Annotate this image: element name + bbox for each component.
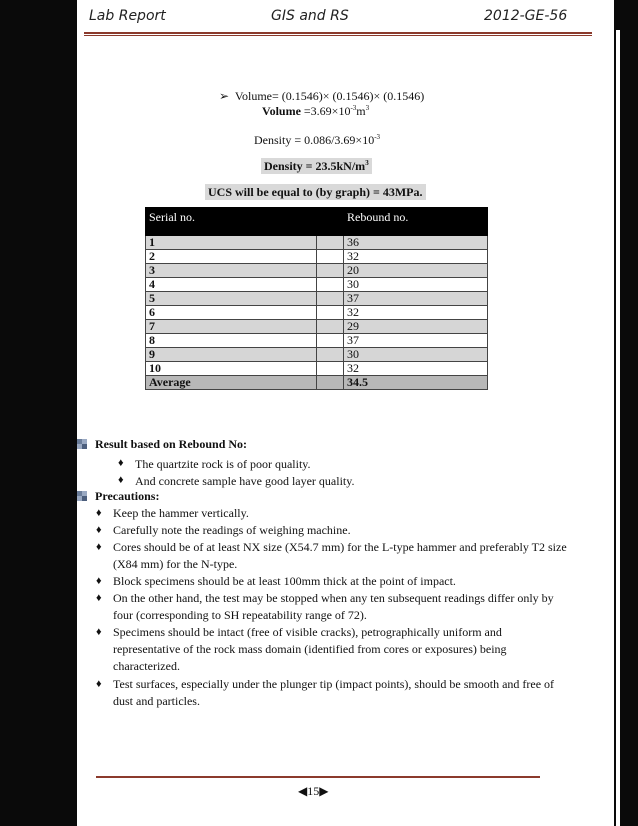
diamond-bullet-icon: ♦ [96,575,102,587]
rebound-cell: 37 [344,292,488,306]
table-row [146,348,488,362]
table-header-row [146,208,488,227]
density-equation-text: Density = 0.086/3.69×10 [254,133,375,147]
volume-result [262,104,369,119]
density-result [261,159,372,174]
rebound-cell: 37 [344,334,488,348]
precaution-item: Keep the hammer vertically. [113,506,249,520]
section-bullet-icon [76,438,88,450]
density-result-text: Density = 23.5kN/m [264,159,366,173]
rebound-cell: 32 [344,250,488,264]
section-bullet-icon [76,490,88,502]
table-row [146,250,488,264]
average-label: Average [146,376,317,390]
diamond-bullet-icon: ♦ [118,457,124,469]
table-row [146,334,488,348]
diamond-bullet-icon: ♦ [96,507,102,519]
precaution-item: Test surfaces, especially under the plunger tip (impact points), should be smooth and free of dust and particles. [113,677,555,708]
table-row [146,306,488,320]
result-title: Result based on Rebound No: [95,437,248,451]
serial-cell: 9 [146,348,317,362]
serial-cell: 5 [146,292,317,306]
precaution-item: Specimens should be intact (free of visible cracks), petrographically uniform and representative of the rock mass domain (identified from cores or exposures) being characterized. [113,625,507,673]
ucs-statement [205,185,426,200]
rebound-cell: 29 [344,320,488,334]
serial-cell: 8 [146,334,317,348]
diamond-bullet-icon: ♦ [96,678,102,690]
serial-cell: 2 [146,250,317,264]
rebound-table [145,207,488,390]
volume-equation [219,89,424,104]
header-left: Lab Report [89,8,166,24]
rebound-cell: 30 [344,348,488,362]
volume-unit: m [356,104,366,118]
ucs-text: UCS will be equal to (by graph) = 43MPa. [205,184,426,200]
diamond-bullet-icon: ♦ [118,474,124,486]
table-row [146,236,488,250]
result-item: And concrete sample have good layer quality. [135,474,355,488]
header-rebound: Rebound no. [344,208,488,227]
table-row [146,264,488,278]
diamond-bullet-icon: ♦ [96,592,102,604]
header-spacer [317,208,344,227]
precaution-item: Cores should be of at least NX size (X54.7 mm) for the L-type hammer and preferably T2 size (X84 mm) for the N-type. [113,540,567,571]
density-exponent: -3 [374,133,381,141]
diamond-bullet-icon: ♦ [96,524,102,536]
rebound-cell: 32 [344,306,488,320]
table-average-row [146,376,488,390]
right-arrow-icon: ▶ [319,784,329,798]
table-row [146,292,488,306]
volume-value: =3.69×10 [300,104,351,118]
precaution-item: On the other hand, the test may be stopped when any ten subsequent readings differ only by four (corresponding to SH repeatability range of 72). [113,591,554,622]
serial-cell: 6 [146,306,317,320]
table-row [146,320,488,334]
table-header-gap [146,227,488,236]
volume-label: Volume [262,104,301,118]
diamond-bullet-icon: ♦ [96,626,102,638]
rebound-cell: 20 [344,264,488,278]
result-item: The quartzite rock is of poor quality. [135,457,311,471]
header-center: GIS and RS [271,8,349,24]
average-value: 34.5 [344,376,488,390]
precautions-title: Precautions: [95,489,160,503]
volume-unit-exponent: 3 [365,104,370,112]
header-serial: Serial no. [146,208,317,227]
density-equation [254,133,380,148]
precaution-item: Carefully note the readings of weighing machine. [113,523,351,537]
serial-cell: 7 [146,320,317,334]
header-rule-thin [84,35,592,36]
left-margin-bar [0,0,77,826]
rebound-cell: 32 [344,362,488,376]
arrow-bullet-icon: ➢ [219,89,230,103]
serial-cell: 4 [146,278,317,292]
table-row [146,278,488,292]
table-row [146,362,488,376]
page-number-value: 15 [307,784,320,798]
precaution-item: Block specimens should be at least 100mm thick at the point of impact. [113,574,456,588]
header-right: 2012-GE-56 [484,8,568,24]
page-number [298,784,328,799]
header-rule [84,32,592,34]
serial-cell: 1 [146,236,317,250]
right-margin-line [616,30,620,826]
footer-rule [96,776,540,778]
serial-cell: 10 [146,362,317,376]
density-result-exponent: 3 [365,159,369,167]
rebound-cell: 36 [344,236,488,250]
volume-equation-text: Volume= (0.1546)× (0.1546)× (0.1546) [234,89,425,103]
serial-cell: 3 [146,264,317,278]
volume-exponent: -3 [350,104,357,112]
left-arrow-icon: ◀ [298,784,308,798]
diamond-bullet-icon: ♦ [96,541,102,553]
rebound-cell: 30 [344,278,488,292]
